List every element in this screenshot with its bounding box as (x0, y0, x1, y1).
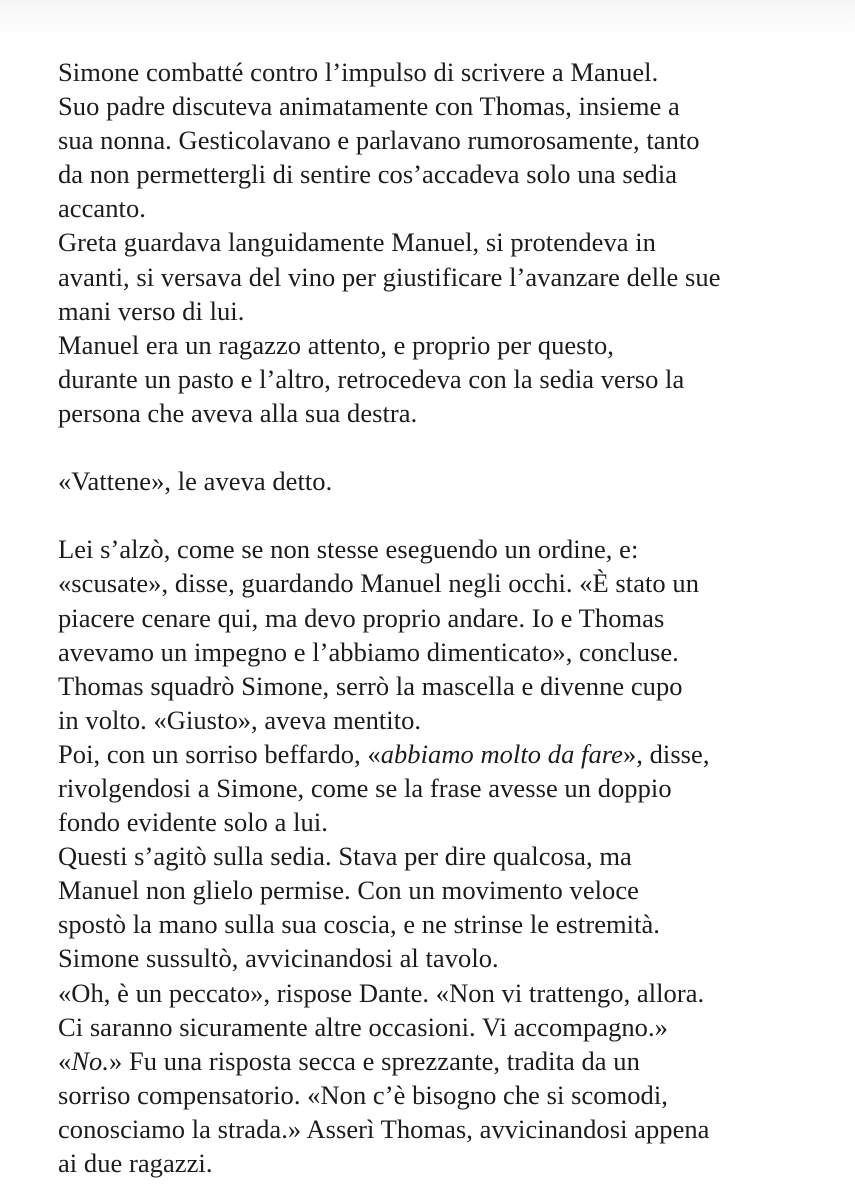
text-line: mani verso di lui. (58, 295, 245, 326)
text-line: avanti, si versava del vino per giustificare l’avanzare delle sue (58, 261, 721, 292)
text-line: Manuel era un ragazzo attento, e proprio per questo, (58, 329, 614, 360)
text-line: sua nonna. Gesticolavano e parlavano rumorosamente, tanto (58, 125, 700, 156)
paragraph-gap (58, 498, 848, 532)
text-line: sorriso compensatorio. «Non c’è bisogno che si scomodi, (58, 1079, 668, 1110)
text-line: Thomas squadrò Simone, serrò la mascella e divenne cupo (58, 670, 683, 701)
text-line: Suo padre discuteva animatamente con Thomas, insieme a (58, 91, 680, 122)
text-segment: Poi, con un sorriso beffardo, « (58, 738, 381, 769)
text-line: Simone combatté contro l’impulso di scrivere a Manuel. (58, 57, 659, 87)
text-segment: », disse, (622, 738, 710, 769)
italic-segment: abbiamo molto da fare (380, 738, 623, 769)
text-line (58, 737, 848, 771)
text-segment: « (58, 1045, 72, 1076)
text-line: Ci saranno sicuramente altre occasioni. Vi accompagno.» (58, 1011, 668, 1042)
top-shade (0, 0, 855, 40)
text-line: piacere cenare qui, ma devo proprio andare. Io e Thomas (58, 602, 665, 633)
text-line: Lei s’alzò, come se non stesse eseguendo un ordine, e: (58, 534, 639, 565)
text-line: Greta guardava languidamente Manuel, si protendeva in (58, 227, 656, 258)
text-line: durante un pasto e l’altro, retrocedeva con la sedia verso la (58, 363, 685, 394)
text-line: Questi s’agitò sulla sedia. Stava per dire qualcosa, ma (58, 841, 632, 872)
paragraph-gap (58, 430, 848, 464)
text-line: spostò la mano sulla sua coscia, e ne strinse le estremità. (58, 909, 660, 940)
text-line (58, 1044, 848, 1078)
text-line: persona che aveva alla sua destra. (58, 397, 418, 428)
text-line: «Oh, è un peccato», rispose Dante. «Non vi trattengo, allora. (58, 977, 705, 1008)
text-line: Simone sussultò, avvicinandosi al tavolo. (58, 943, 499, 974)
book-page-text (58, 55, 848, 1180)
italic-segment: No. (71, 1045, 110, 1076)
text-line: conosciamo la strada.» Asserì Thomas, avvicinandosi appena (58, 1113, 710, 1144)
text-line: «scusate», disse, guardando Manuel negli occhi. «È stato un (58, 568, 700, 599)
text-segment: » Fu una risposta secca e sprezzante, tradita da un (109, 1045, 640, 1076)
text-line: avevamo un impegno e l’abbiamo dimenticato», concluse. (58, 636, 679, 667)
text-line: «Vattene», le aveva detto. (58, 466, 333, 497)
text-line: ai due ragazzi. (58, 1148, 213, 1178)
text-line: accanto. (58, 193, 146, 224)
text-line: fondo evidente solo a lui. (58, 807, 328, 838)
text-line: da non permettergli di sentire cos’accadeva solo una sedia (58, 159, 678, 190)
text-line: Manuel non glielo permise. Con un movimento veloce (58, 875, 639, 906)
text-line: in volto. «Giusto», aveva mentito. (58, 704, 422, 735)
text-line: rivolgendosi a Simone, come se la frase avesse un doppio (58, 772, 672, 803)
